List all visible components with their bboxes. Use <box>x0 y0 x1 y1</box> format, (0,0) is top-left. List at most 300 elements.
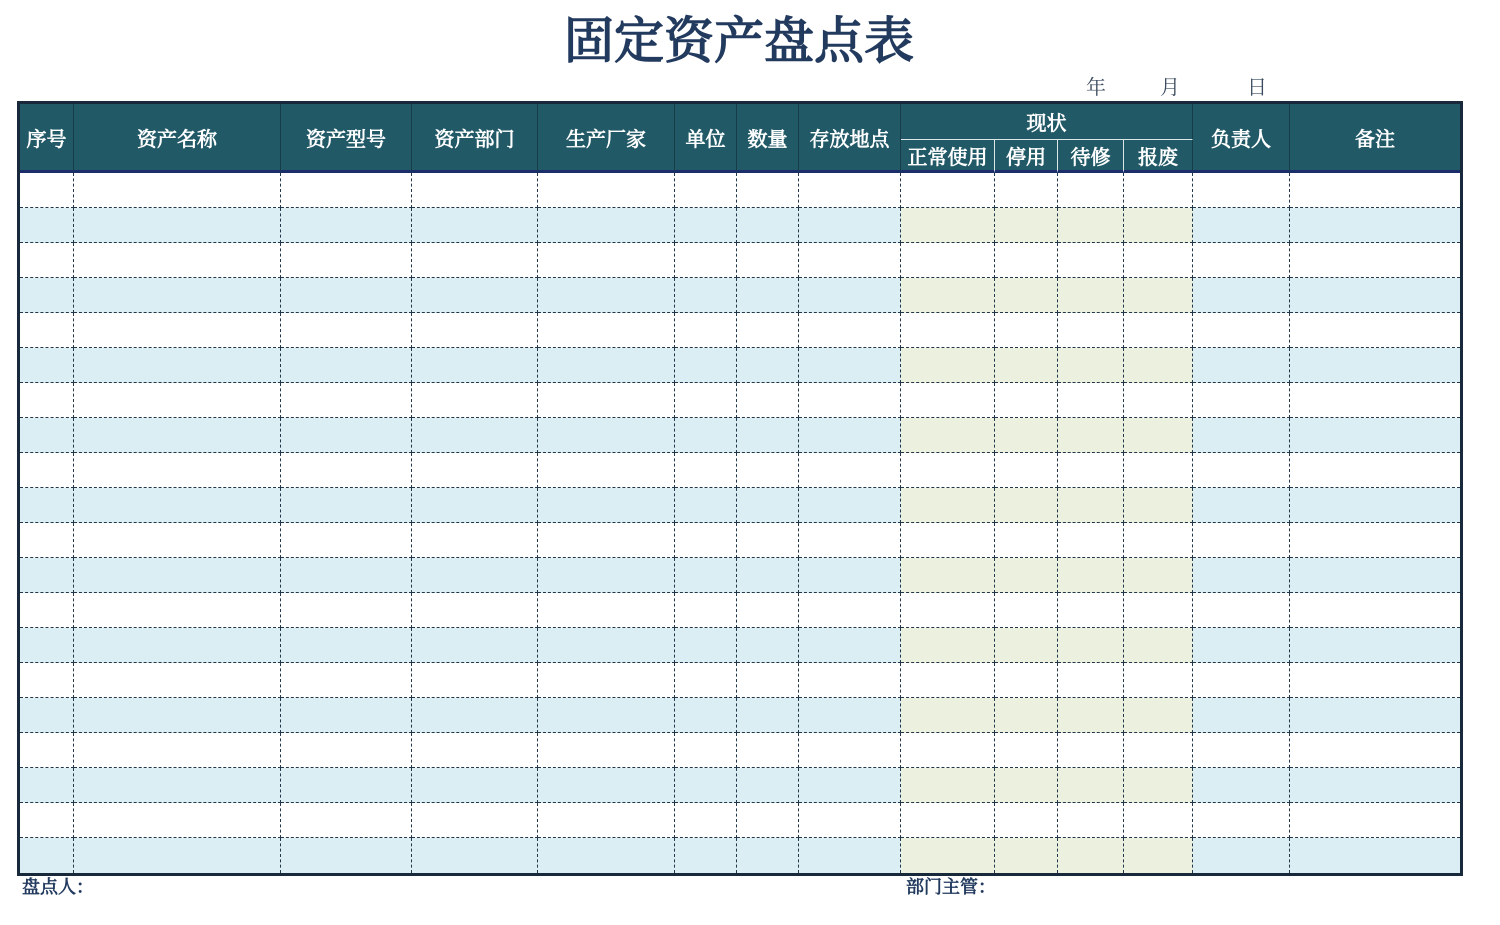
table-row <box>20 173 1460 208</box>
cell-status-awaiting-repair <box>1058 313 1124 348</box>
cell-asset-name <box>74 558 281 593</box>
cell-storage-location <box>799 278 901 313</box>
cell-asset-department <box>412 698 538 733</box>
header-serial-no: 序号 <box>20 104 74 173</box>
cell-quantity <box>737 418 799 453</box>
cell-asset-model <box>281 838 412 873</box>
cell-unit <box>675 208 737 243</box>
cell-status-out-of-service <box>995 173 1058 208</box>
cell-serial-no <box>20 173 74 208</box>
cell-asset-name <box>74 313 281 348</box>
cell-unit <box>675 243 737 278</box>
cell-manufacturer <box>538 208 675 243</box>
cell-remarks <box>1290 278 1460 313</box>
cell-manufacturer <box>538 173 675 208</box>
cell-status-in-use <box>901 208 995 243</box>
cell-status-scrapped <box>1124 663 1193 698</box>
cell-manufacturer <box>538 383 675 418</box>
cell-status-awaiting-repair <box>1058 523 1124 558</box>
cell-manufacturer <box>538 733 675 768</box>
cell-status-scrapped <box>1124 838 1193 873</box>
cell-status-scrapped <box>1124 173 1193 208</box>
cell-serial-no <box>20 593 74 628</box>
cell-asset-model <box>281 733 412 768</box>
cell-serial-no <box>20 628 74 663</box>
cell-status-awaiting-repair <box>1058 663 1124 698</box>
cell-unit <box>675 348 737 383</box>
cell-asset-name <box>74 768 281 803</box>
table-row <box>20 838 1460 873</box>
cell-storage-location <box>799 593 901 628</box>
cell-unit <box>675 418 737 453</box>
cell-asset-model <box>281 593 412 628</box>
cell-asset-department <box>412 733 538 768</box>
cell-status-in-use <box>901 698 995 733</box>
cell-asset-department <box>412 593 538 628</box>
cell-unit <box>675 278 737 313</box>
cell-person-in-charge <box>1193 278 1290 313</box>
cell-remarks <box>1290 803 1460 838</box>
cell-storage-location <box>799 488 901 523</box>
cell-manufacturer <box>538 768 675 803</box>
cell-remarks <box>1290 768 1460 803</box>
cell-quantity <box>737 348 799 383</box>
cell-serial-no <box>20 453 74 488</box>
cell-asset-model <box>281 803 412 838</box>
cell-serial-no <box>20 733 74 768</box>
cell-quantity <box>737 278 799 313</box>
cell-unit <box>675 803 737 838</box>
cell-asset-department <box>412 278 538 313</box>
cell-asset-model <box>281 313 412 348</box>
cell-serial-no <box>20 803 74 838</box>
cell-asset-model <box>281 663 412 698</box>
cell-status-in-use <box>901 803 995 838</box>
cell-serial-no <box>20 558 74 593</box>
cell-remarks <box>1290 733 1460 768</box>
cell-unit <box>675 523 737 558</box>
cell-status-scrapped <box>1124 733 1193 768</box>
cell-remarks <box>1290 418 1460 453</box>
cell-status-out-of-service <box>995 593 1058 628</box>
cell-asset-department <box>412 418 538 453</box>
table-row <box>20 453 1460 488</box>
cell-unit <box>675 453 737 488</box>
cell-quantity <box>737 313 799 348</box>
header-remarks: 备注 <box>1290 104 1460 173</box>
asset-inventory-table <box>20 104 1460 873</box>
cell-manufacturer <box>538 663 675 698</box>
cell-status-scrapped <box>1124 558 1193 593</box>
date-month-label: 月 <box>1160 75 1180 99</box>
cell-serial-no <box>20 838 74 873</box>
cell-person-in-charge <box>1193 698 1290 733</box>
cell-remarks <box>1290 558 1460 593</box>
asset-inventory-sheet <box>17 101 1463 876</box>
cell-status-out-of-service <box>995 383 1058 418</box>
cell-unit <box>675 838 737 873</box>
cell-person-in-charge <box>1193 523 1290 558</box>
cell-asset-name <box>74 628 281 663</box>
cell-person-in-charge <box>1193 348 1290 383</box>
cell-manufacturer <box>538 628 675 663</box>
cell-status-scrapped <box>1124 768 1193 803</box>
cell-unit <box>675 663 737 698</box>
cell-status-in-use <box>901 278 995 313</box>
cell-status-awaiting-repair <box>1058 593 1124 628</box>
cell-status-awaiting-repair <box>1058 383 1124 418</box>
cell-person-in-charge <box>1193 418 1290 453</box>
cell-quantity <box>737 173 799 208</box>
cell-asset-name <box>74 208 281 243</box>
cell-asset-name <box>74 348 281 383</box>
cell-quantity <box>737 453 799 488</box>
cell-asset-name <box>74 383 281 418</box>
cell-status-awaiting-repair <box>1058 348 1124 383</box>
cell-storage-location <box>799 313 901 348</box>
cell-asset-model <box>281 768 412 803</box>
cell-serial-no <box>20 383 74 418</box>
cell-status-in-use <box>901 243 995 278</box>
header-status-out-of-service: 停用 <box>995 140 1058 173</box>
cell-remarks <box>1290 663 1460 698</box>
cell-status-awaiting-repair <box>1058 558 1124 593</box>
cell-storage-location <box>799 558 901 593</box>
cell-storage-location <box>799 173 901 208</box>
cell-quantity <box>737 698 799 733</box>
cell-status-awaiting-repair <box>1058 173 1124 208</box>
cell-asset-name <box>74 453 281 488</box>
table-row <box>20 628 1460 663</box>
table-row <box>20 278 1460 313</box>
cell-manufacturer <box>538 488 675 523</box>
cell-status-awaiting-repair <box>1058 628 1124 663</box>
table-row <box>20 733 1460 768</box>
cell-status-awaiting-repair <box>1058 278 1124 313</box>
cell-person-in-charge <box>1193 593 1290 628</box>
cell-quantity <box>737 733 799 768</box>
cell-remarks <box>1290 243 1460 278</box>
table-row <box>20 523 1460 558</box>
cell-asset-name <box>74 523 281 558</box>
cell-asset-department <box>412 383 538 418</box>
cell-status-out-of-service <box>995 698 1058 733</box>
cell-manufacturer <box>538 278 675 313</box>
cell-asset-model <box>281 383 412 418</box>
cell-remarks <box>1290 628 1460 663</box>
cell-asset-department <box>412 173 538 208</box>
cell-status-scrapped <box>1124 278 1193 313</box>
cell-remarks <box>1290 593 1460 628</box>
cell-remarks <box>1290 348 1460 383</box>
cell-status-in-use <box>901 628 995 663</box>
cell-storage-location <box>799 628 901 663</box>
cell-quantity <box>737 768 799 803</box>
table-row <box>20 208 1460 243</box>
table-row <box>20 768 1460 803</box>
cell-remarks <box>1290 698 1460 733</box>
cell-status-out-of-service <box>995 418 1058 453</box>
cell-asset-department <box>412 208 538 243</box>
cell-remarks <box>1290 488 1460 523</box>
cell-status-in-use <box>901 663 995 698</box>
cell-manufacturer <box>538 453 675 488</box>
cell-status-scrapped <box>1124 348 1193 383</box>
cell-status-awaiting-repair <box>1058 803 1124 838</box>
cell-asset-department <box>412 488 538 523</box>
cell-status-out-of-service <box>995 208 1058 243</box>
cell-asset-model <box>281 488 412 523</box>
cell-manufacturer <box>538 558 675 593</box>
cell-manufacturer <box>538 803 675 838</box>
cell-status-in-use <box>901 383 995 418</box>
cell-asset-department <box>412 803 538 838</box>
cell-status-out-of-service <box>995 733 1058 768</box>
cell-status-awaiting-repair <box>1058 768 1124 803</box>
cell-quantity <box>737 803 799 838</box>
table-row <box>20 558 1460 593</box>
table-row <box>20 313 1460 348</box>
cell-asset-model <box>281 523 412 558</box>
table-header <box>20 104 1460 173</box>
cell-manufacturer <box>538 418 675 453</box>
cell-status-out-of-service <box>995 278 1058 313</box>
cell-asset-model <box>281 208 412 243</box>
cell-status-out-of-service <box>995 838 1058 873</box>
cell-status-awaiting-repair <box>1058 418 1124 453</box>
cell-unit <box>675 768 737 803</box>
cell-serial-no <box>20 523 74 558</box>
table-row <box>20 593 1460 628</box>
cell-asset-model <box>281 418 412 453</box>
header-status-group: 现状 <box>901 104 1193 140</box>
cell-asset-name <box>74 593 281 628</box>
cell-status-out-of-service <box>995 523 1058 558</box>
table-row <box>20 418 1460 453</box>
cell-asset-department <box>412 663 538 698</box>
header-status-scrapped: 报废 <box>1124 140 1193 173</box>
cell-storage-location <box>799 348 901 383</box>
cell-asset-name <box>74 698 281 733</box>
cell-quantity <box>737 488 799 523</box>
cell-storage-location <box>799 768 901 803</box>
cell-asset-model <box>281 628 412 663</box>
table-row <box>20 488 1460 523</box>
cell-storage-location <box>799 383 901 418</box>
cell-status-out-of-service <box>995 313 1058 348</box>
cell-person-in-charge <box>1193 383 1290 418</box>
cell-asset-department <box>412 628 538 663</box>
cell-status-in-use <box>901 838 995 873</box>
cell-status-scrapped <box>1124 418 1193 453</box>
cell-manufacturer <box>538 838 675 873</box>
header-person-in-charge: 负责人 <box>1193 104 1290 173</box>
cell-asset-model <box>281 348 412 383</box>
cell-remarks <box>1290 208 1460 243</box>
cell-status-awaiting-repair <box>1058 488 1124 523</box>
cell-quantity <box>737 383 799 418</box>
cell-asset-name <box>74 663 281 698</box>
date-year-label: 年 <box>1086 75 1106 99</box>
cell-status-awaiting-repair <box>1058 243 1124 278</box>
cell-storage-location <box>799 733 901 768</box>
cell-person-in-charge <box>1193 243 1290 278</box>
table-row <box>20 663 1460 698</box>
date-day-label: 日 <box>1247 75 1267 99</box>
cell-remarks <box>1290 173 1460 208</box>
header-row-main <box>20 104 1460 140</box>
cell-status-out-of-service <box>995 558 1058 593</box>
cell-person-in-charge <box>1193 628 1290 663</box>
cell-asset-department <box>412 313 538 348</box>
cell-asset-model <box>281 243 412 278</box>
header-quantity: 数量 <box>737 104 799 173</box>
cell-asset-model <box>281 278 412 313</box>
cell-asset-model <box>281 173 412 208</box>
header-status-awaiting-repair: 待修 <box>1058 140 1124 173</box>
table-row <box>20 348 1460 383</box>
cell-serial-no <box>20 313 74 348</box>
cell-serial-no <box>20 278 74 313</box>
cell-status-out-of-service <box>995 803 1058 838</box>
cell-asset-department <box>412 453 538 488</box>
cell-asset-model <box>281 558 412 593</box>
cell-unit <box>675 558 737 593</box>
cell-unit <box>675 313 737 348</box>
cell-asset-department <box>412 243 538 278</box>
cell-storage-location <box>799 663 901 698</box>
cell-status-scrapped <box>1124 313 1193 348</box>
cell-quantity <box>737 593 799 628</box>
header-asset-department: 资产部门 <box>412 104 538 173</box>
cell-manufacturer <box>538 593 675 628</box>
cell-status-in-use <box>901 593 995 628</box>
cell-status-out-of-service <box>995 453 1058 488</box>
cell-status-out-of-service <box>995 488 1058 523</box>
cell-asset-name <box>74 278 281 313</box>
cell-unit <box>675 173 737 208</box>
cell-status-scrapped <box>1124 488 1193 523</box>
cell-person-in-charge <box>1193 173 1290 208</box>
cell-unit <box>675 733 737 768</box>
cell-status-scrapped <box>1124 698 1193 733</box>
cell-unit <box>675 383 737 418</box>
inspector-label: 盘点人： <box>22 877 94 898</box>
cell-quantity <box>737 208 799 243</box>
cell-asset-department <box>412 523 538 558</box>
cell-status-out-of-service <box>995 243 1058 278</box>
cell-manufacturer <box>538 313 675 348</box>
cell-status-scrapped <box>1124 593 1193 628</box>
cell-quantity <box>737 243 799 278</box>
cell-remarks <box>1290 383 1460 418</box>
cell-unit <box>675 593 737 628</box>
cell-quantity <box>737 663 799 698</box>
cell-status-scrapped <box>1124 383 1193 418</box>
page-title: 固定资产盘点表 <box>564 12 914 70</box>
cell-asset-name <box>74 418 281 453</box>
cell-storage-location <box>799 803 901 838</box>
cell-serial-no <box>20 243 74 278</box>
cell-storage-location <box>799 208 901 243</box>
cell-asset-department <box>412 838 538 873</box>
table-row <box>20 243 1460 278</box>
cell-status-in-use <box>901 768 995 803</box>
cell-unit <box>675 488 737 523</box>
cell-serial-no <box>20 488 74 523</box>
cell-person-in-charge <box>1193 488 1290 523</box>
cell-asset-model <box>281 453 412 488</box>
cell-status-out-of-service <box>995 663 1058 698</box>
cell-person-in-charge <box>1193 208 1290 243</box>
cell-status-in-use <box>901 418 995 453</box>
cell-asset-department <box>412 348 538 383</box>
cell-asset-model <box>281 698 412 733</box>
cell-serial-no <box>20 663 74 698</box>
cell-status-in-use <box>901 348 995 383</box>
cell-manufacturer <box>538 523 675 558</box>
cell-person-in-charge <box>1193 803 1290 838</box>
table-row <box>20 383 1460 418</box>
cell-asset-department <box>412 558 538 593</box>
cell-remarks <box>1290 838 1460 873</box>
header-status-in-use: 正常使用 <box>901 140 995 173</box>
cell-asset-name <box>74 838 281 873</box>
cell-storage-location <box>799 243 901 278</box>
cell-storage-location <box>799 698 901 733</box>
header-manufacturer: 生产厂家 <box>538 104 675 173</box>
cell-status-in-use <box>901 733 995 768</box>
cell-status-awaiting-repair <box>1058 453 1124 488</box>
cell-person-in-charge <box>1193 558 1290 593</box>
cell-unit <box>675 698 737 733</box>
cell-serial-no <box>20 418 74 453</box>
cell-status-in-use <box>901 523 995 558</box>
cell-person-in-charge <box>1193 663 1290 698</box>
cell-remarks <box>1290 453 1460 488</box>
table-row <box>20 698 1460 733</box>
cell-person-in-charge <box>1193 453 1290 488</box>
cell-status-in-use <box>901 558 995 593</box>
cell-storage-location <box>799 453 901 488</box>
cell-serial-no <box>20 208 74 243</box>
cell-storage-location <box>799 838 901 873</box>
cell-quantity <box>737 628 799 663</box>
cell-status-awaiting-repair <box>1058 698 1124 733</box>
cell-asset-department <box>412 768 538 803</box>
cell-remarks <box>1290 313 1460 348</box>
cell-status-scrapped <box>1124 523 1193 558</box>
cell-status-in-use <box>901 453 995 488</box>
cell-person-in-charge <box>1193 733 1290 768</box>
department-supervisor-label: 部门主管： <box>906 877 996 898</box>
cell-status-scrapped <box>1124 208 1193 243</box>
cell-status-scrapped <box>1124 803 1193 838</box>
cell-status-out-of-service <box>995 628 1058 663</box>
cell-manufacturer <box>538 243 675 278</box>
cell-status-in-use <box>901 313 995 348</box>
cell-status-out-of-service <box>995 768 1058 803</box>
header-asset-model: 资产型号 <box>281 104 412 173</box>
cell-storage-location <box>799 418 901 453</box>
cell-remarks <box>1290 523 1460 558</box>
cell-status-in-use <box>901 488 995 523</box>
cell-status-scrapped <box>1124 453 1193 488</box>
cell-serial-no <box>20 768 74 803</box>
cell-serial-no <box>20 348 74 383</box>
cell-manufacturer <box>538 698 675 733</box>
cell-quantity <box>737 838 799 873</box>
